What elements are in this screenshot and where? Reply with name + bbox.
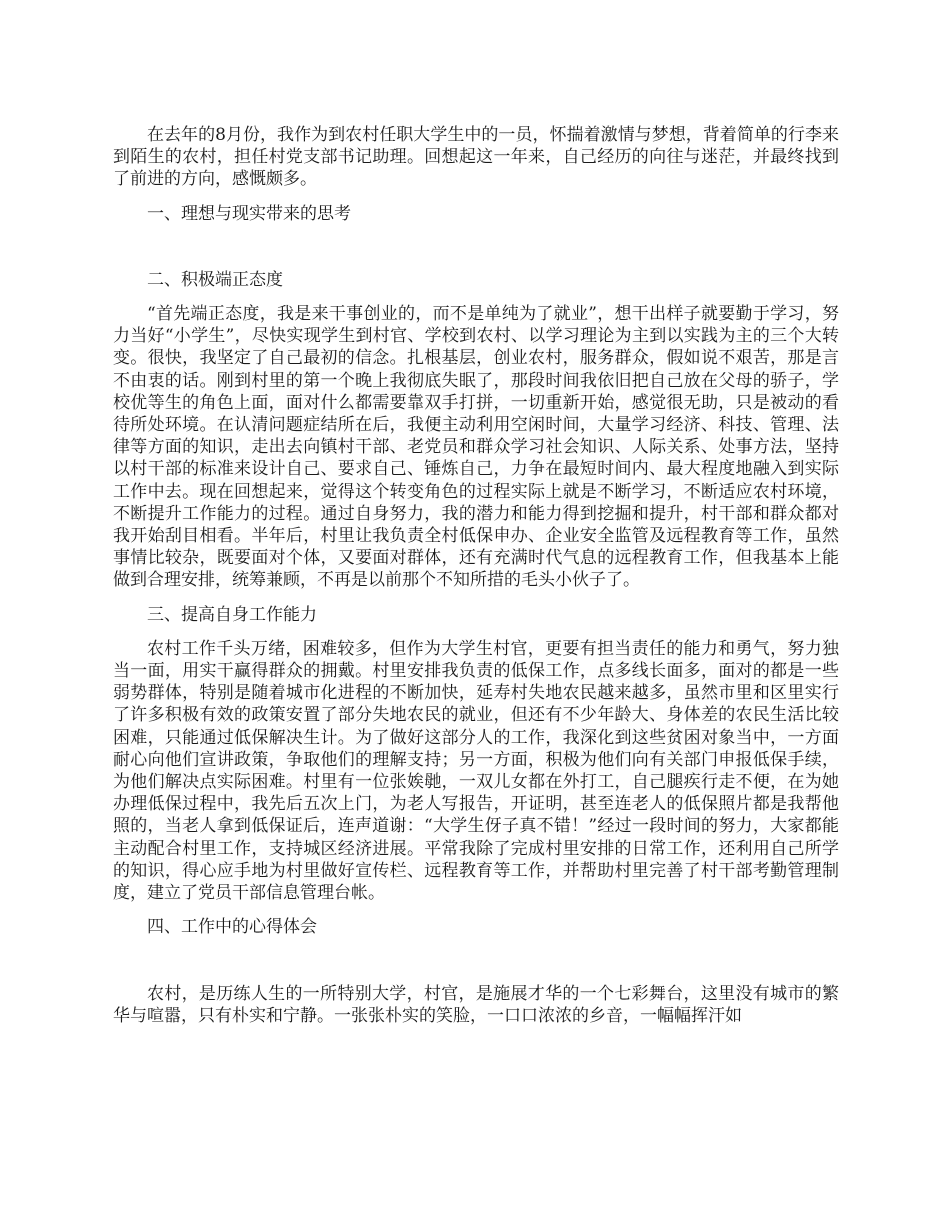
spacer bbox=[113, 225, 839, 269]
heading-section-1: 一、理想与现实带来的思考 bbox=[147, 203, 351, 224]
paragraph-intro: 在去年的8月份，我作为到农村任职大学生中的一员，怀揣着激情与梦想，背着简单的行李来到陌生的农村，担任村党支部书记助理。回想起这一年来，自己经历的向往与迷茫，并最终找到了前进的方向，感慨颇多。 bbox=[113, 125, 839, 190]
heading-section-3: 三、提高自身工作能力 bbox=[147, 604, 317, 625]
paragraph-ability: 农村工作千头万绪，困难较多，但作为大学生村官，更要有担当责任的能力和勇气，努力独当一面，用实干赢得群众的拥戴。村里安排我负责的低保工作，点多线长面多，面对的都是一些弱势群体，特别是随着城市化进程的不断加快，延寿村失地农民越来越多，虽然市里和区里实行了许多积极有效的政策安置了部分失地农民的就业，但还有不少年龄大、身体差的农民生活比较困难，只能通过低保解决生计。为了做好这部分人的工作，我深化到这些贫困对象当中，一方面耐心向他们宣讲政策，争取他们的理解支持；另一方面，积极为他们向有关部门申报低保手续，为他们解决点实际困难。村里有一位张娭毑，一双儿女都在外打工，自己腿疾行走不便，在为她办理低保过程中，我先后五次上门，为老人写报告，开证明，甚至连老人的低保照片都是我帮他照的，当老人拿到低保证后，连声道谢：“大学生伢子真不错！”经过一段时间的努力，大家都能主动配合村里工作，支持城区经济进展。平常我除了完成村里安排的日常工作，还利用自己所学的知识，得心应手地为村里做好宣传栏、远程教育等工作，并帮助村里完善了村干部考勤管理制度，建立了党员干部信息管理台帐。 bbox=[113, 638, 839, 904]
spacer bbox=[113, 291, 839, 303]
spacer bbox=[113, 191, 839, 203]
spacer bbox=[113, 939, 839, 983]
spacer bbox=[113, 626, 839, 638]
heading-section-4: 四、工作中的心得体会 bbox=[147, 917, 317, 938]
spacer bbox=[113, 592, 839, 604]
heading-section-2: 二、积极端正态度 bbox=[147, 269, 283, 290]
spacer bbox=[113, 904, 839, 916]
document-body bbox=[113, 124, 839, 1027]
paragraph-attitude: “首先端正态度，我是来干事创业的，而不是单纯为了就业”，想干出样子就要勤于学习，努力当好“小学生”，尽快实现学生到村官、学校到农村、以学习理论为主到以实践为主的三个大转变。很快，我坚定了自己最初的信念。扎根基层，创业农村，服务群众，假如说不艰苦，那是言不由衷的话。刚到村里的第一个晚上我彻底失眠了，那段时间我依旧把自己放在父母的骄子，学校优等生的角色上面，面对什么都需要靠双手打拼，一切重新开始，感觉很无助，只是被动的看待所处环境。在认清问题症结所在后，我便主动利用空闲时间，大量学习经济、科技、管理、法律等方面的知识，走出去向镇村干部、老党员和群众学习社会知识、人际关系、处事方法，坚持以村干部的标准来设计自己、要求自己、锤炼自己，力争在最短时间内、最大程度地融入到实际工作中去。现在回想起来，觉得这个转变角色的过程实际上就是不断学习，不断适应农村环境，不断提升工作能力的过程。通过自身努力，我的潜力和能力得到挖掘和提升，村干部和群众都对我开始刮目相看。半年后，村里让我负责全村低保申办、企业安全监管及远程教育等工作，虽然事情比较杂，既要面对个体，又要面对群体，还有充满时代气息的远程教育工作，但我基本上能做到合理安排，统筹兼顾，不再是以前那个不知所措的毛头小伙子了。 bbox=[113, 304, 839, 591]
paragraph-experience: 农村，是历练人生的一所特别大学，村官，是施展才华的一个七彩舞台，这里没有城市的繁华与喧嚣，只有朴实和宁静。一张张朴实的笑脸，一口口浓浓的乡音，一幅幅挥汗如 bbox=[113, 983, 839, 1026]
